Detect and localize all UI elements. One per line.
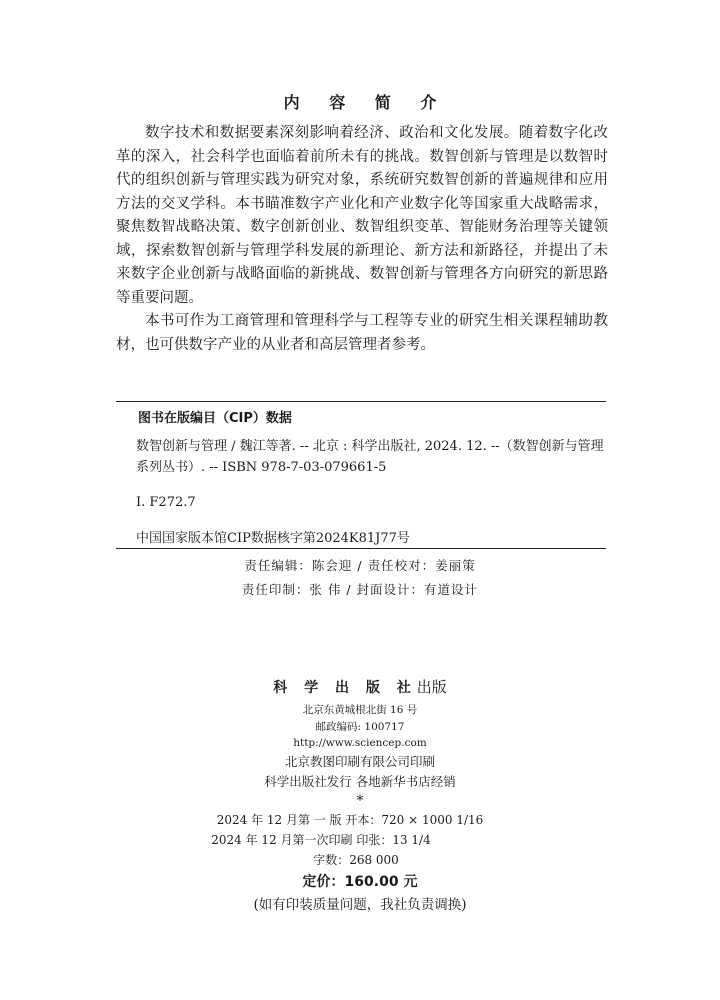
price: 定价：160.00 元 — [302, 873, 418, 890]
publisher-line — [0, 676, 720, 697]
content-summary — [116, 122, 608, 357]
quality-notice: (如有印装质量问题，我社负责调换) — [253, 896, 467, 913]
cip-data-box — [116, 401, 606, 549]
website: http://www.sciencep.com — [293, 737, 427, 749]
production-credits: 责任印制：张 伟 / 封面设计：有道设计 — [241, 582, 479, 597]
cip-heading: 图书在版编目（CIP）数据 — [138, 411, 292, 426]
edition-line: 2024 年 12 月第 一 版 开本：720 × 1000 1/16 — [216, 812, 484, 827]
summary-paragraph-1: 数字技术和数据要素深刻影响着经济、政治和文化发展。随着数字化改革的深入，社会科学也面临着前所未有的挑战。数智创新与管理是以数智时代的组织创新与管理实践为研究对象，系统研究数智创新的普遍规律和应用方法的交叉学科。本书瞄准数字产业化和产业数字化等国家重大战略需求，聚焦数智战略决策、数字创新创业、数智组织变革、智能财务治理等关键领域，探索数智创新与管理学科发展的新理论、新方法和新路径，并提出了未来数字企业创新与战略面临的新挑战、数智创新与管理各方向研究的新思路等重要问题。 — [116, 125, 608, 306]
editor-credits: 责任编辑：陈会迎 / 责任校对：姜丽策 — [244, 558, 476, 573]
imprint-block — [0, 676, 720, 916]
cip-classification: Ⅰ. F272.7 — [136, 495, 196, 510]
postcode: 邮政编码: 100717 — [315, 720, 405, 733]
separator-star: * — [356, 792, 364, 809]
printing-line: 2024 年 12 月第一次印刷 印张：13 1/4 — [211, 832, 431, 847]
distribution: 科学出版社发行 各地新华书店经销 — [264, 773, 456, 789]
cip-approval-number: 中国国家版本馆CIP数据核字第2024K81J77号 — [136, 531, 410, 546]
cip-record: 数智创新与管理 / 魏江等著. -- 北京 : 科学出版社, 2024. 12. --（数智创新与管理系列丛书）. -- ISBN 978-7-03-079661-5 — [136, 439, 604, 475]
publisher-address: 北京东黄城根北街 16 号 — [302, 704, 418, 716]
summary-paragraph-2: 本书可作为工商管理和管理科学与工程等专业的研究生相关课程辅助教材，也可供数字产业的从业者和高层管理者参考。 — [116, 313, 608, 353]
page-title: 内 容 简 介 — [283, 93, 449, 112]
publish-suffix: 出版 — [416, 678, 447, 696]
word-count: 字数：268 000 — [313, 852, 399, 867]
publisher-name: 科 学 出 版 社 — [273, 680, 417, 696]
printer: 北京教图印刷有限公司印刷 — [284, 753, 435, 769]
